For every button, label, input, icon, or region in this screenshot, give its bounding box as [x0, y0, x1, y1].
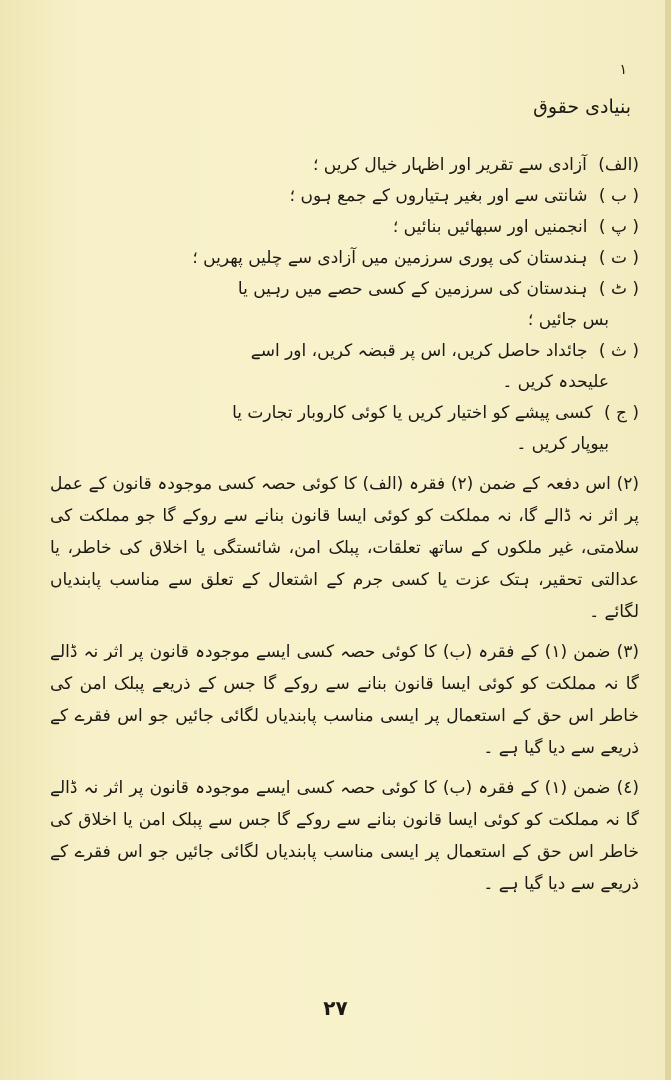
list-item [50, 181, 639, 212]
list-item-label: ( پ ) [598, 217, 639, 237]
list-item-text: کسی پیشے کو اختیار کریں یا کوئی کاروبار تجارت یا [232, 403, 593, 423]
list-item [50, 336, 639, 398]
list-item-text: شانتی سے اور بغیر ہتیاروں کے جمع ہوں ؛ [289, 186, 588, 206]
list-item [50, 212, 639, 243]
list-item [50, 150, 639, 181]
paragraph-clause-4: (٤) ضمن (١) کے فقرہ (ب) کا کوئی حصہ کسی ایسے موجودہ قانون پر اثر نہ ڈالے گا نہ مملکت کو کوئی ایسا قانون بنانے سے روکے گا جس سے پبلک امن یا اخلاق کی خاطر اس حق کے استعمال پر ایسی مناسب پابندیاں لگائی جائیں جو اس فقرے کے ذریعے سے دیا گیا ہے ۔ [50, 778, 639, 894]
running-head: بنیادی حقوق [533, 96, 631, 118]
list-item-text: ہندستان کی سرزمین کے کسی حصے میں رہیں یا [237, 279, 588, 299]
list-item-continuation: علیحدہ کریں ۔ [502, 372, 609, 392]
rights-list [50, 150, 639, 460]
page-content [50, 150, 639, 900]
list-item-label: ( ب ) [598, 186, 639, 206]
list-item-continuation: بس جائیں ؛ [527, 310, 609, 330]
list-item-label: ( ت ) [598, 248, 639, 268]
list-item-text: آزادی سے تقریر اور اظہار خیال کریں ؛ [312, 155, 587, 175]
list-item-continuation: بیوپار کریں ۔ [516, 434, 609, 454]
list-item-text: انجمنیں اور سبھائیں بنائیں ؛ [392, 217, 588, 237]
list-item [50, 398, 639, 460]
list-item [50, 243, 639, 274]
list-item [50, 274, 639, 336]
list-item-label: ( ث ) [598, 341, 639, 361]
paragraph-clause-2: (٢) اس دفعہ کے ضمن (٢) فقرہ (الف) کا کوئی حصہ کسی موجودہ قانون کے عمل پر اثر نہ ڈالے گا، نہ مملکت کو کوئی ایسا قانون بنانے سے روکے گا جو مملکت کی سلامتی، غیر ملکوں کے ساتھ تعلقات، پبلک امن، شائستگی یا اخلاق کی خاطر، یا عدالتی تحقیر، ہتک عزت یا کسی جرم کے اشتعال کے تعلق سے مناسب پابندیاں لگائے ۔ [50, 474, 639, 622]
list-item-text: ہندستان کی پوری سرزمین میں آزادی سے چلیں پھریں ؛ [192, 248, 588, 268]
list-item-text: جائداد حاصل کریں، اس پر قبضہ کریں، اور اسے [250, 341, 588, 361]
list-item-label: ( ٹ ) [598, 279, 639, 299]
paragraph-clause-3: (٣) ضمن (١) کے فقرہ (ب) کا کوئی حصہ کسی ایسے موجودہ قانون پر اثر نہ ڈالے گا نہ مملکت کو کوئی ایسا قانون بنانے سے روکے گا جس کے ذریعے پبلک امن کی خاطر اس حق کے استعمال پر ایسی مناسب پابندیاں لگائی جائیں جو اس فقرے کے ذریعے سے دیا گیا ہے ۔ [50, 642, 639, 758]
list-item-label: (الف) [598, 155, 639, 175]
list-item-label: ( ج ) [603, 403, 639, 423]
page-number: ٢٧ [323, 996, 348, 1020]
page-corner-mark: ١ [619, 62, 627, 78]
